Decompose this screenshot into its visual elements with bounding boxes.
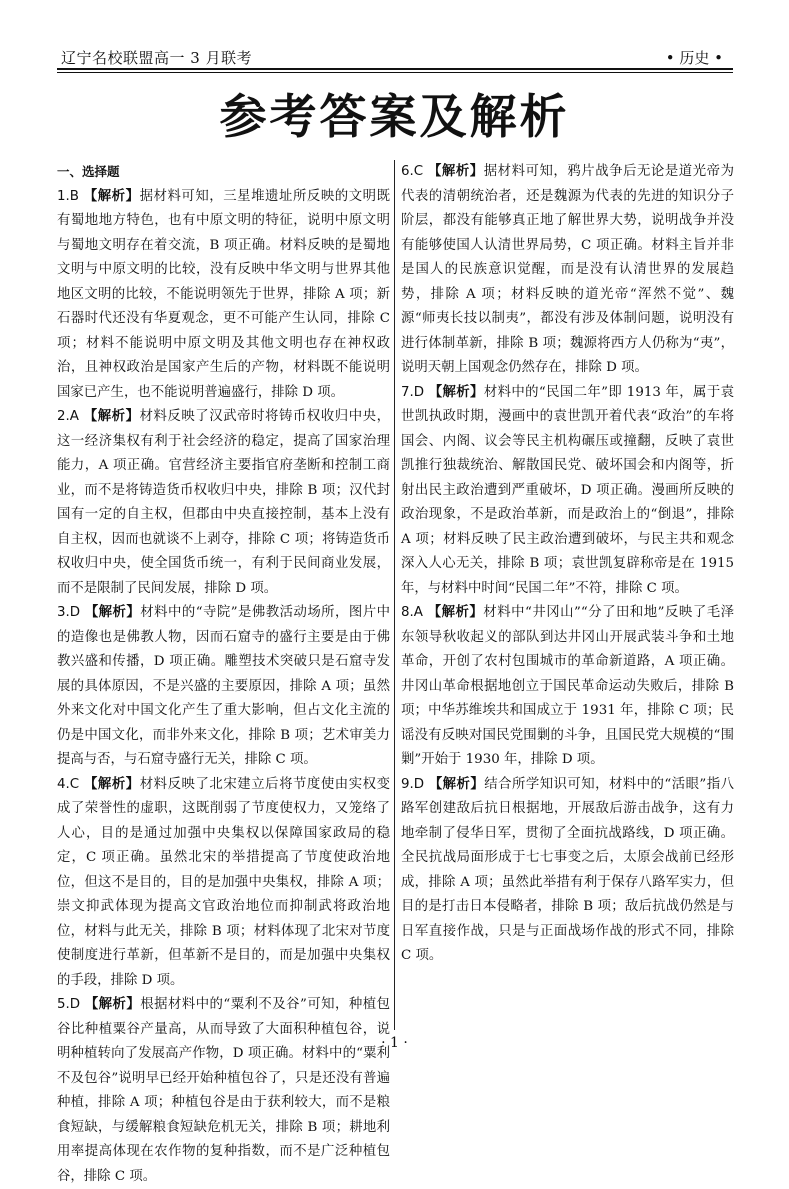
answer-text: 根据材料中的“粟利不及谷”可知，种植包谷比种植粟谷产量高，从而导致了大面积种植包谷，说明种植转向了发展高产作物，D 项正确。材料中的“粟利不及包谷”说明早已经开始种植包谷了，只是还没有普遍种植，排除 A 项；种植包谷是由于获利较大，而不是粮食短缺，与缓解粮食短缺危机无关，排除 B 项；耕地利用率提高体现在农作物的复种指数，而不是广泛种植包谷，排除 C 项。 <box>57 997 390 1184</box>
answer-number: 7.D <box>401 384 425 400</box>
analysis-tag: 【解析】 <box>83 776 140 792</box>
analysis-tag: 【解析】 <box>428 384 484 400</box>
answer-text: 材料中的“寺院”是佛教活动场所，图片中的造像也是佛教人物，因而石窟寺的盛行主要是由于佛教兴盛和传播，D 项正确。雕塑技术突破只是石窟寺发展的具体原因，不是兴盛的主要原因，排除 A 项；虽然外来文化对中国文化产生了重大影响，但占文化主流的仍是中国文化，而非外来文化，排除 B 项；艺术审美力提高与否，与石窟寺盛行无关，排除 C 项。 <box>57 605 390 767</box>
analysis-tag: 【解析】 <box>428 776 485 792</box>
answer-text: 材料中“井冈山”“分了田和地”反映了毛泽东领导秋收起义的部队到达井冈山开展武装斗争和土地革命，开创了农村包围城市的革命新道路，A 项正确。井冈山革命根据地创立于国民革命运动失败后，排除 B 项；中华苏维埃共和国成立于 1931 年，排除 C 项；民谣没有反映对国民党围剿的斗争，且国民党大规模的“围剿”开始于 1930 年，排除 D 项。 <box>401 605 735 767</box>
answer-number: 6.C <box>401 164 424 179</box>
answer-text: 结合所学知识可知，材料中的“活眼”指八路军创建敌后抗日根据地，开展敌后游击战争，这有力地牵制了侵华日军，贯彻了全面抗战路线，D 项正确。全民抗战局面形成于七七事变之后，太原会战前已经形成，排除 A 项；虽然此举措有利于保存八路军实力，但目的是打击日本侵略者，排除 B 项；敌后抗战仍然是与日军直接作战，只是与正面战场作战的形式不同，排除 C 项。 <box>401 776 734 963</box>
answer-number: 4.C <box>57 776 80 792</box>
page-title: 参考答案及解析 <box>219 90 570 145</box>
header-rule-thick <box>57 68 733 70</box>
answer-number: 2.A <box>57 409 79 424</box>
answer-number: 1.B <box>57 188 79 204</box>
answer-number: 9.D <box>401 776 425 792</box>
answer-number: 8.A <box>401 605 423 620</box>
answer-item-6 <box>401 160 734 381</box>
section-title: 一、选择题 <box>57 164 120 179</box>
analysis-tag: 【解析】 <box>84 605 141 620</box>
header-rule-thin <box>57 72 733 73</box>
subject-label: • 历史 • <box>665 49 723 67</box>
answer-item-8 <box>401 601 734 773</box>
right-column <box>401 160 734 1035</box>
page-number: · 1 · <box>381 1035 408 1051</box>
left-column <box>57 160 391 1184</box>
answer-text: 材料反映了汉武帝时将铸币权收归中央，这一经济集权有利于社会经济的稳定，提高了国家治理能力，A 项正确。官营经济主要指官府垄断和控制工商业，而不是将铸造货币权收归中央，排除 B 项；汉代封国有一定的自主权，但郡由中央直接控制，基本上没有自主权，因而也就谈不上剥夺，排除 C 项；将铸造货币权收归中央，使全国货币统一，有利于民间商业发展，而不是限制了民间发展，排除 D 项。 <box>57 409 390 596</box>
answer-item-3 <box>57 601 390 773</box>
answer-item-5 <box>57 993 390 1189</box>
answer-item-7 <box>401 381 734 602</box>
column-divider <box>394 160 395 1030</box>
answer-text: 据材料可知，三星堆遗址所反映的文明既有蜀地地方特色，也有中原文明的特征，说明中原文明与蜀地文明存在着交流，B 项正确。材料反映的是蜀地文明与中原文明的比较，没有反映中华文明与世界其他地区文明的比较，不能说明领先于世界，排除 A 项；新石器时代还没有华夏观念，更不可能产生认同，排除 C 项；材料不能说明中原文明及其他文明也存在神权政治，且神权政治是国家产生后的产物，材料既不能说明国家已产生，也不能说明普遍盛行，排除 D 项。 <box>57 188 390 400</box>
answer-number: 5.D <box>57 997 81 1012</box>
answer-text: 据材料可知，鸦片战争后无论是道光帝为代表的清朝统治者，还是魏源为代表的先进的知识分子阶层，都没有能够真正地了解世界大势，说明战争并没有能够使国人认清世界局势，C 项正确。材料主旨并非是国人的民族意识觉醒，而是没有认清世界的发展趋势，排除 A 项；材料反映的道光帝“浑然不觉”、魏源“师夷长技以制夷”，都没有涉及体制问题，说明没有进行体制革新，排除 B 项；魏源将西方人仍称为“夷”，说明天朝上国观念仍然存在，排除 D 项。 <box>401 164 735 375</box>
answer-item-9 <box>401 773 734 969</box>
analysis-tag: 【解析】 <box>83 188 140 204</box>
answer-number: 3.D <box>57 605 81 620</box>
analysis-tag: 【解析】 <box>427 605 484 620</box>
answer-item-2 <box>57 405 390 601</box>
analysis-tag: 【解析】 <box>83 409 140 424</box>
analysis-tag: 【解析】 <box>427 164 484 179</box>
exam-name: 辽宁名校联盟高一 3 月联考 <box>61 49 253 67</box>
answer-text: 材料反映了北宋建立后将节度使由实权变成了荣誉性的虚职，这既削弱了节度使权力，又笼络了人心，目的是通过加强中央集权以保障国家政局的稳定，C 项正确。虽然北宋的举措提高了节度使政治地位，但这不是目的，目的是加强中央集权，排除 A 项；崇文抑武体现为提高文官政治地位而抑制武将政治地位，材料与此无关，排除 B 项；材料体现了北宋对节度使制度进行革新，但革新不是目的，而是加强中央集权的手段，排除 D 项。 <box>57 776 391 988</box>
analysis-tag: 【解析】 <box>84 997 141 1012</box>
answer-text: 材料中的“民国二年”即 1913 年，属于袁世凯执政时期，漫画中的袁世凯开着代表“政治”的车将国会、内阁、议会等民主机构碾压或撞翻，反映了袁世凯推行独裁统治、解散国民党、破坏国会和内阁等，折射出民主政治遭到严重破坏，D 项正确。漫画所反映的政治现象，不是政治革新，而是政治上的“倒退”，排除 A 项；材料反映了民主政治遭到破坏，与民主共和观念深入人心无关，排除 B 项；袁世凯复辟称帝是在 1915 年，与材料中时间“民国二年”不符，排除 C 项。 <box>401 384 734 596</box>
page-header <box>57 38 733 72</box>
answer-item-4 <box>57 773 390 994</box>
answer-item-1 <box>57 185 390 406</box>
